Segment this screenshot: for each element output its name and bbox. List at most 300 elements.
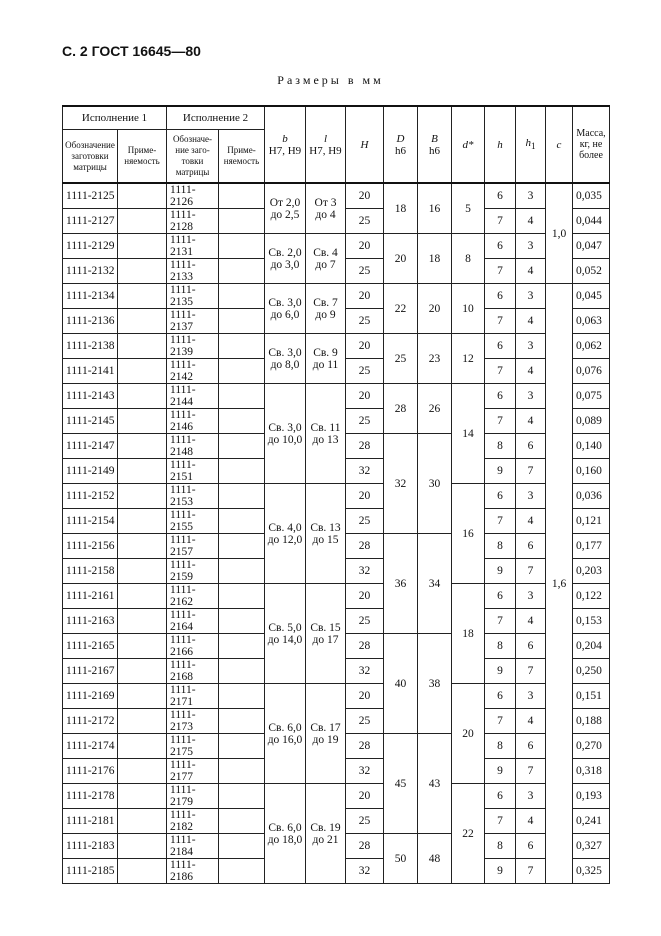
cell-B: 38: [418, 634, 452, 734]
cell-code-1: 1111-2172: [63, 709, 118, 734]
cell-prim-2: [219, 509, 265, 534]
cell-d: 5: [452, 183, 485, 234]
cell-H: 28: [346, 434, 384, 459]
cell-l: [306, 584, 346, 684]
cell-B: 43: [418, 734, 452, 834]
cell-h: 7: [485, 609, 516, 634]
cell-code-2: 1111-2142: [167, 359, 219, 384]
cell-prim-1: [118, 384, 167, 409]
header-ispolnenie-1: Исполнение 1: [63, 106, 167, 130]
cell-code-2: 1111-2131: [167, 234, 219, 259]
cell-prim-2: [219, 634, 265, 659]
cell-mass: 0,063: [573, 309, 610, 334]
cell-code-1: 1111-2141: [63, 359, 118, 384]
cell-code-2: 1111-2159: [167, 559, 219, 584]
cell-code-1: 1111-2169: [63, 684, 118, 709]
header-D-line: h6: [395, 144, 406, 157]
cell-h: 9: [485, 759, 516, 784]
cell-h: 9: [485, 659, 516, 684]
cell-code-2: 1111-2155: [167, 509, 219, 534]
cell-prim-1: [118, 684, 167, 709]
cell-code-2: 1111-2153: [167, 484, 219, 509]
cell-prim-2: [219, 484, 265, 509]
header-oboz-1-line: заготовки: [71, 150, 109, 161]
cell-code-1: 1111-2163: [63, 609, 118, 634]
cell-prim-2: [219, 459, 265, 484]
header-prim-1-line: няемость: [124, 156, 160, 166]
cell-code-1: 1111-2174: [63, 734, 118, 759]
cell-code-2: 1111-2135: [167, 284, 219, 309]
header-l-line: H7, H9: [309, 144, 342, 157]
cell-h1: 3: [516, 183, 546, 209]
cell-D: 40: [384, 634, 418, 734]
cell-h: 6: [485, 484, 516, 509]
cell-prim-2: [219, 859, 265, 884]
cell-code-2: 1111-2171: [167, 684, 219, 709]
cell-prim-1: [118, 209, 167, 234]
header-b: [265, 106, 306, 183]
table-row: [63, 183, 610, 209]
cell-prim-2: [219, 309, 265, 334]
cell-h: 6: [485, 784, 516, 809]
cell-h1: 4: [516, 259, 546, 284]
cell-l-line: От 3: [314, 196, 337, 209]
cell-prim-2: [219, 334, 265, 359]
cell-b-line: до 3,0: [270, 258, 300, 271]
cell-code-1: 1111-2125: [63, 183, 118, 209]
cell-H: 28: [346, 534, 384, 559]
cell-code-2: 1111-2139: [167, 334, 219, 359]
cell-l-line: Св. 13: [310, 521, 341, 534]
cell-b-line: до 8,0: [270, 358, 300, 371]
cell-d: 20: [452, 684, 485, 784]
cell-prim-1: [118, 434, 167, 459]
cell-l: [306, 334, 346, 384]
cell-h: 9: [485, 559, 516, 584]
table-row: [63, 484, 610, 509]
cell-mass: 0,044: [573, 209, 610, 234]
cell-code-1: 1111-2152: [63, 484, 118, 509]
header-H: H: [346, 106, 384, 183]
cell-b-line: до 14,0: [267, 633, 303, 646]
cell-b-line: Св. 3,0: [268, 421, 302, 434]
cell-B: 23: [418, 334, 452, 384]
cell-prim-2: [219, 409, 265, 434]
cell-prim-2: [219, 784, 265, 809]
table-row: [63, 334, 610, 359]
cell-h: 7: [485, 409, 516, 434]
cell-h1: 4: [516, 509, 546, 534]
cell-code-1: 1111-2181: [63, 809, 118, 834]
cell-H: 20: [346, 284, 384, 309]
cell-h: 6: [485, 584, 516, 609]
cell-h1: 6: [516, 834, 546, 859]
header-prim-2-line: няемость: [223, 156, 260, 166]
cell-prim-1: [118, 509, 167, 534]
cell-code-2: 1111-2151: [167, 459, 219, 484]
cell-b-line: Св. 3,0: [268, 296, 302, 309]
cell-l: [306, 384, 346, 484]
header-prim-2-line: Приме-: [227, 145, 256, 155]
cell-prim-2: [219, 434, 265, 459]
header-B-line: B: [431, 132, 438, 145]
header-oboz-1: [63, 130, 118, 184]
cell-prim-1: [118, 809, 167, 834]
cell-mass: 0,036: [573, 484, 610, 509]
cell-code-1: 1111-2158: [63, 559, 118, 584]
cell-c: 1,0: [546, 183, 573, 284]
cell-h1: 6: [516, 434, 546, 459]
cell-prim-2: [219, 534, 265, 559]
cell-b: [265, 484, 306, 584]
header-oboz-2: [167, 130, 219, 184]
cell-mass: 0,325: [573, 859, 610, 884]
cell-mass: 0,140: [573, 434, 610, 459]
cell-mass: 0,270: [573, 734, 610, 759]
table-body: [63, 183, 610, 884]
header-h1-sub: 1: [530, 141, 536, 152]
cell-h1: 6: [516, 634, 546, 659]
cell-H: 32: [346, 459, 384, 484]
cell-h: 8: [485, 634, 516, 659]
cell-H: 20: [346, 384, 384, 409]
cell-h1: 3: [516, 334, 546, 359]
cell-h1: 3: [516, 234, 546, 259]
cell-b-line: до 12,0: [267, 533, 303, 546]
cell-h1: 6: [516, 534, 546, 559]
cell-h: 7: [485, 359, 516, 384]
cell-h1: 3: [516, 584, 546, 609]
header-h: h: [485, 106, 516, 183]
cell-h: 7: [485, 809, 516, 834]
cell-mass: 0,121: [573, 509, 610, 534]
cell-l-line: до 19: [312, 733, 339, 746]
cell-mass: 0,318: [573, 759, 610, 784]
cell-h: 8: [485, 534, 516, 559]
cell-l: [306, 183, 346, 234]
cell-h: 7: [485, 309, 516, 334]
cell-B: 48: [418, 834, 452, 884]
cell-prim-2: [219, 684, 265, 709]
cell-h: 7: [485, 709, 516, 734]
page-header: С. 2 ГОСТ 16645—80: [62, 43, 201, 59]
cell-l: [306, 784, 346, 884]
cell-prim-1: [118, 259, 167, 284]
cell-D: 20: [384, 234, 418, 284]
cell-b: [265, 784, 306, 884]
cell-h1: 4: [516, 209, 546, 234]
cell-B: 18: [418, 234, 452, 284]
cell-h: 9: [485, 459, 516, 484]
cell-prim-1: [118, 559, 167, 584]
cell-H: 20: [346, 584, 384, 609]
cell-prim-2: [219, 209, 265, 234]
cell-h: 6: [485, 284, 516, 309]
cell-B: 26: [418, 384, 452, 434]
cell-prim-1: [118, 759, 167, 784]
cell-mass: 0,062: [573, 334, 610, 359]
cell-b: [265, 183, 306, 234]
header-h1: [516, 106, 546, 183]
cell-prim-1: [118, 634, 167, 659]
cell-b-line: Св. 6,0: [268, 821, 302, 834]
cell-code-2: 1111-2162: [167, 584, 219, 609]
cell-code-1: 1111-2129: [63, 234, 118, 259]
cell-d: 8: [452, 234, 485, 284]
cell-prim-1: [118, 234, 167, 259]
cell-l-line: до 13: [312, 433, 339, 446]
cell-code-1: 1111-2156: [63, 534, 118, 559]
header-d: d*: [452, 106, 485, 183]
cell-h: 6: [485, 684, 516, 709]
header-ispolnenie-2: Исполнение 2: [167, 106, 265, 130]
cell-code-1: 1111-2176: [63, 759, 118, 784]
cell-l: [306, 684, 346, 784]
cell-prim-2: [219, 734, 265, 759]
cell-l: [306, 284, 346, 334]
cell-prim-2: [219, 384, 265, 409]
cell-prim-1: [118, 334, 167, 359]
cell-code-1: 1111-2165: [63, 634, 118, 659]
header-c: c: [546, 106, 573, 183]
header-prim-1: [118, 130, 167, 184]
cell-h: 7: [485, 259, 516, 284]
cell-mass: 0,047: [573, 234, 610, 259]
cell-l-line: до 21: [312, 833, 339, 846]
cell-l-line: до 4: [315, 208, 336, 221]
table-row: [63, 684, 610, 709]
cell-prim-1: [118, 409, 167, 434]
cell-d: 16: [452, 484, 485, 584]
cell-D: 50: [384, 834, 418, 884]
header-oboz-2-line: товки: [181, 156, 204, 166]
cell-prim-2: [219, 759, 265, 784]
cell-l-line: до 15: [312, 533, 339, 546]
cell-h1: 7: [516, 759, 546, 784]
header-oboz-1-line: матрицы: [73, 161, 107, 172]
cell-mass: 0,203: [573, 559, 610, 584]
cell-b-line: Св. 2,0: [268, 246, 302, 259]
cell-d: 12: [452, 334, 485, 384]
cell-h1: 4: [516, 309, 546, 334]
cell-prim-1: [118, 859, 167, 884]
cell-h1: 4: [516, 609, 546, 634]
cell-H: 28: [346, 734, 384, 759]
cell-h: 6: [485, 384, 516, 409]
table-row: [63, 384, 610, 409]
header-mass-line: Масса,: [576, 128, 606, 139]
cell-d: 18: [452, 584, 485, 684]
cell-H: 32: [346, 659, 384, 684]
cell-H: 25: [346, 209, 384, 234]
header-b-line: b: [282, 132, 288, 145]
cell-code-1: 1111-2161: [63, 584, 118, 609]
table-row: [63, 584, 610, 609]
cell-code-2: 1111-2137: [167, 309, 219, 334]
cell-h: 7: [485, 209, 516, 234]
cell-mass: 0,045: [573, 284, 610, 309]
cell-code-1: 1111-2132: [63, 259, 118, 284]
cell-code-1: 1111-2147: [63, 434, 118, 459]
cell-code-1: 1111-2136: [63, 309, 118, 334]
cell-h: 6: [485, 234, 516, 259]
cell-code-2: 1111-2173: [167, 709, 219, 734]
cell-H: 32: [346, 559, 384, 584]
header-D-line: D: [396, 132, 405, 145]
cell-l-line: до 11: [312, 358, 339, 371]
header-h1-letter: h: [525, 137, 531, 150]
cell-h1: 7: [516, 459, 546, 484]
cell-h1: 4: [516, 809, 546, 834]
cell-H: 28: [346, 834, 384, 859]
cell-mass: 0,327: [573, 834, 610, 859]
table-row: [63, 284, 610, 309]
cell-prim-1: [118, 459, 167, 484]
cell-H: 25: [346, 709, 384, 734]
cell-H: 25: [346, 359, 384, 384]
cell-mass: 0,188: [573, 709, 610, 734]
cell-code-2: 1111-2166: [167, 634, 219, 659]
cell-code-1: 1111-2183: [63, 834, 118, 859]
cell-prim-1: [118, 784, 167, 809]
cell-D: 45: [384, 734, 418, 834]
cell-b: [265, 584, 306, 684]
cell-prim-2: [219, 809, 265, 834]
cell-prim-1: [118, 309, 167, 334]
cell-H: 20: [346, 183, 384, 209]
cell-prim-1: [118, 534, 167, 559]
cell-H: 28: [346, 634, 384, 659]
cell-l-line: до 17: [312, 633, 339, 646]
cell-code-2: 1111-2128: [167, 209, 219, 234]
cell-mass: 0,153: [573, 609, 610, 634]
table-caption: Размеры в мм: [277, 73, 384, 87]
cell-code-2: 1111-2148: [167, 434, 219, 459]
header-mass-line: кг, не: [579, 139, 603, 150]
cell-b: [265, 234, 306, 284]
cell-b-line: Св. 6,0: [268, 721, 302, 734]
header-B-line: h6: [429, 144, 440, 157]
dimensions-table: [62, 105, 610, 884]
cell-H: 25: [346, 609, 384, 634]
cell-code-1: 1111-2178: [63, 784, 118, 809]
cell-H: 20: [346, 784, 384, 809]
cell-h1: 7: [516, 659, 546, 684]
cell-l-line: Св. 11: [310, 421, 341, 434]
cell-code-2: 1111-2126: [167, 183, 219, 209]
cell-code-2: 1111-2179: [167, 784, 219, 809]
cell-code-2: 1111-2175: [167, 734, 219, 759]
cell-prim-1: [118, 484, 167, 509]
cell-h1: 3: [516, 784, 546, 809]
cell-b-line: до 18,0: [267, 833, 303, 846]
header-B: [418, 106, 452, 183]
cell-H: 25: [346, 509, 384, 534]
cell-l-line: до 7: [315, 258, 336, 271]
cell-l: [306, 484, 346, 584]
cell-code-1: 1111-2167: [63, 659, 118, 684]
cell-h: 9: [485, 859, 516, 884]
cell-b-line: до 6,0: [270, 308, 300, 321]
cell-prim-1: [118, 584, 167, 609]
cell-mass: 0,250: [573, 659, 610, 684]
cell-b-line: до 16,0: [267, 733, 303, 746]
cell-code-2: 1111-2184: [167, 834, 219, 859]
cell-h1: 3: [516, 384, 546, 409]
cell-D: 28: [384, 384, 418, 434]
cell-B: 16: [418, 183, 452, 234]
cell-code-2: 1111-2177: [167, 759, 219, 784]
cell-b-line: От 2,0: [269, 196, 301, 209]
cell-h: 6: [485, 183, 516, 209]
cell-b-line: до 2,5: [270, 208, 300, 221]
cell-mass: 0,151: [573, 684, 610, 709]
cell-B: 20: [418, 284, 452, 334]
header-oboz-1-line: Обозначение: [65, 139, 115, 150]
cell-prim-1: [118, 359, 167, 384]
cell-H: 20: [346, 484, 384, 509]
cell-code-1: 1111-2149: [63, 459, 118, 484]
header-l: [306, 106, 346, 183]
cell-b-line: Св. 5,0: [268, 621, 302, 634]
cell-b: [265, 384, 306, 484]
cell-code-1: 1111-2134: [63, 284, 118, 309]
cell-code-2: 1111-2157: [167, 534, 219, 559]
cell-b-line: до 10,0: [267, 433, 303, 446]
cell-h1: 4: [516, 709, 546, 734]
cell-h1: 7: [516, 559, 546, 584]
cell-h: 6: [485, 334, 516, 359]
cell-D: 22: [384, 284, 418, 334]
header-b-line: H7, H9: [268, 144, 302, 157]
cell-code-1: 1111-2127: [63, 209, 118, 234]
cell-code-1: 1111-2138: [63, 334, 118, 359]
cell-code-2: 1111-2182: [167, 809, 219, 834]
cell-prim-2: [219, 234, 265, 259]
cell-code-1: 1111-2145: [63, 409, 118, 434]
cell-prim-1: [118, 709, 167, 734]
cell-b: [265, 334, 306, 384]
cell-h: 8: [485, 834, 516, 859]
cell-prim-2: [219, 559, 265, 584]
cell-code-2: 1111-2144: [167, 384, 219, 409]
cell-d: 10: [452, 284, 485, 334]
header-mass-line: более: [579, 150, 603, 161]
table-row: [63, 784, 610, 809]
cell-l-line: Св. 7: [313, 296, 338, 309]
cell-h: 7: [485, 509, 516, 534]
cell-prim-1: [118, 734, 167, 759]
cell-H: 20: [346, 334, 384, 359]
cell-mass: 0,241: [573, 809, 610, 834]
cell-code-2: 1111-2168: [167, 659, 219, 684]
cell-H: 32: [346, 859, 384, 884]
cell-b: [265, 284, 306, 334]
cell-H: 25: [346, 309, 384, 334]
cell-code-2: 1111-2164: [167, 609, 219, 634]
header-oboz-2-line: ние заго-: [175, 145, 210, 155]
header-oboz-2-line: матрицы: [175, 167, 210, 177]
cell-H: 25: [346, 409, 384, 434]
cell-b-line: Св. 4,0: [268, 521, 302, 534]
cell-mass: 0,089: [573, 409, 610, 434]
cell-prim-2: [219, 584, 265, 609]
cell-B: 34: [418, 534, 452, 634]
cell-mass: 0,076: [573, 359, 610, 384]
cell-prim-2: [219, 834, 265, 859]
cell-D: 18: [384, 183, 418, 234]
cell-H: 25: [346, 809, 384, 834]
